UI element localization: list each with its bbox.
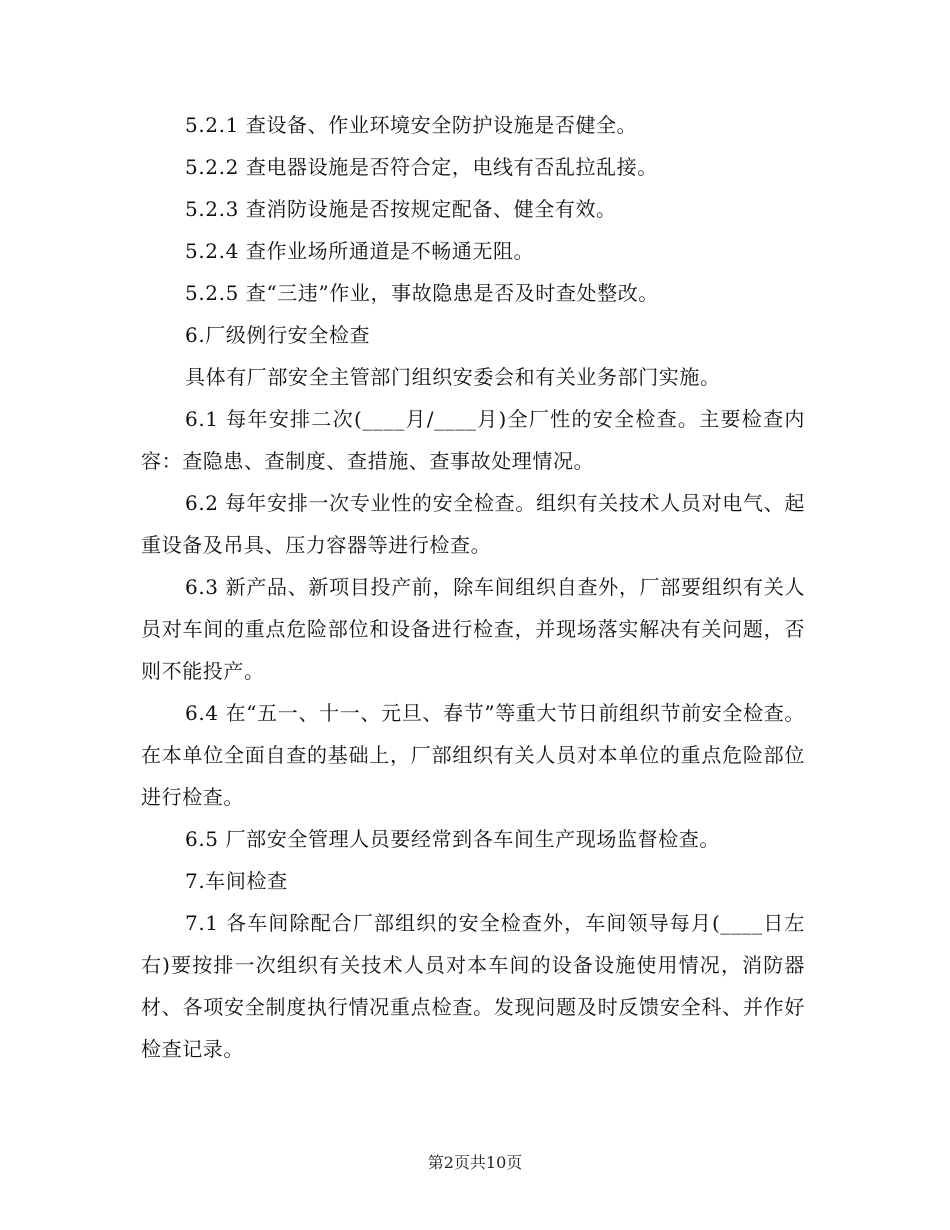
paragraph-6-1: 6.1 每年安排二次(____月/____月)全厂性的安全检查。主要检查内容：查隐患、查制度、查措施、查事故处理情况。 <box>141 407 805 473</box>
section-heading-7: 7.车间检查 <box>185 869 288 893</box>
paragraph-5-2-5: 5.2.5 查“三违”作业，事故隐患是否及时查处整改。 <box>185 281 659 305</box>
paragraph-6-3: 6.3 新产品、新项目投产前，除车间组织自查外，厂部要组织有关人员对车间的重点危险部位和设备进行检查，并现场落实解决有关问题，否则不能投产。 <box>141 575 805 683</box>
paragraph-6-4: 6.4 在“五一、十一、元旦、春节”等重大节日前组织节前安全检查。在本单位全面自查的基础上，厂部组织有关人员对本单位的重点危险部位进行检查。 <box>141 701 805 809</box>
paragraph-5-2-2: 5.2.2 查电器设施是否符合定，电线有否乱拉乱接。 <box>185 155 658 179</box>
paragraph-6-2: 6.2 每年安排一次专业性的安全检查。组织有关技术人员对电气、起重设备及吊具、压力容器等进行检查。 <box>141 491 805 557</box>
paragraph-7-1: 7.1 各车间除配合厂部组织的安全检查外，车间领导每月(____日左右)要按排一次组织有关技术人员对本车间的设备设施使用情况，消防器材、各项安全制度执行情况重点检查。发现问题及时反馈安全科、并作好检查记录。 <box>141 911 805 1061</box>
paragraph-6-intro: 具体有厂部安全主管部门组织安委会和有关业务部门实施。 <box>185 365 721 389</box>
paragraph-5-2-4: 5.2.4 查作业场所通道是不畅通无阻。 <box>185 239 535 263</box>
document-body <box>141 104 805 1070</box>
paragraph-5-2-3: 5.2.3 查消防设施是否按规定配备、健全有效。 <box>185 197 617 221</box>
section-heading-6: 6.厂级例行安全检查 <box>185 323 371 347</box>
paragraph-5-2-1: 5.2.1 查设备、作业环境安全防护设施是否健全。 <box>185 113 638 137</box>
paragraph-6-5: 6.5 厂部安全管理人员要经常到各车间生产现场监督检查。 <box>185 827 720 851</box>
page-number-footer: 第2页共10页 <box>427 1153 523 1172</box>
